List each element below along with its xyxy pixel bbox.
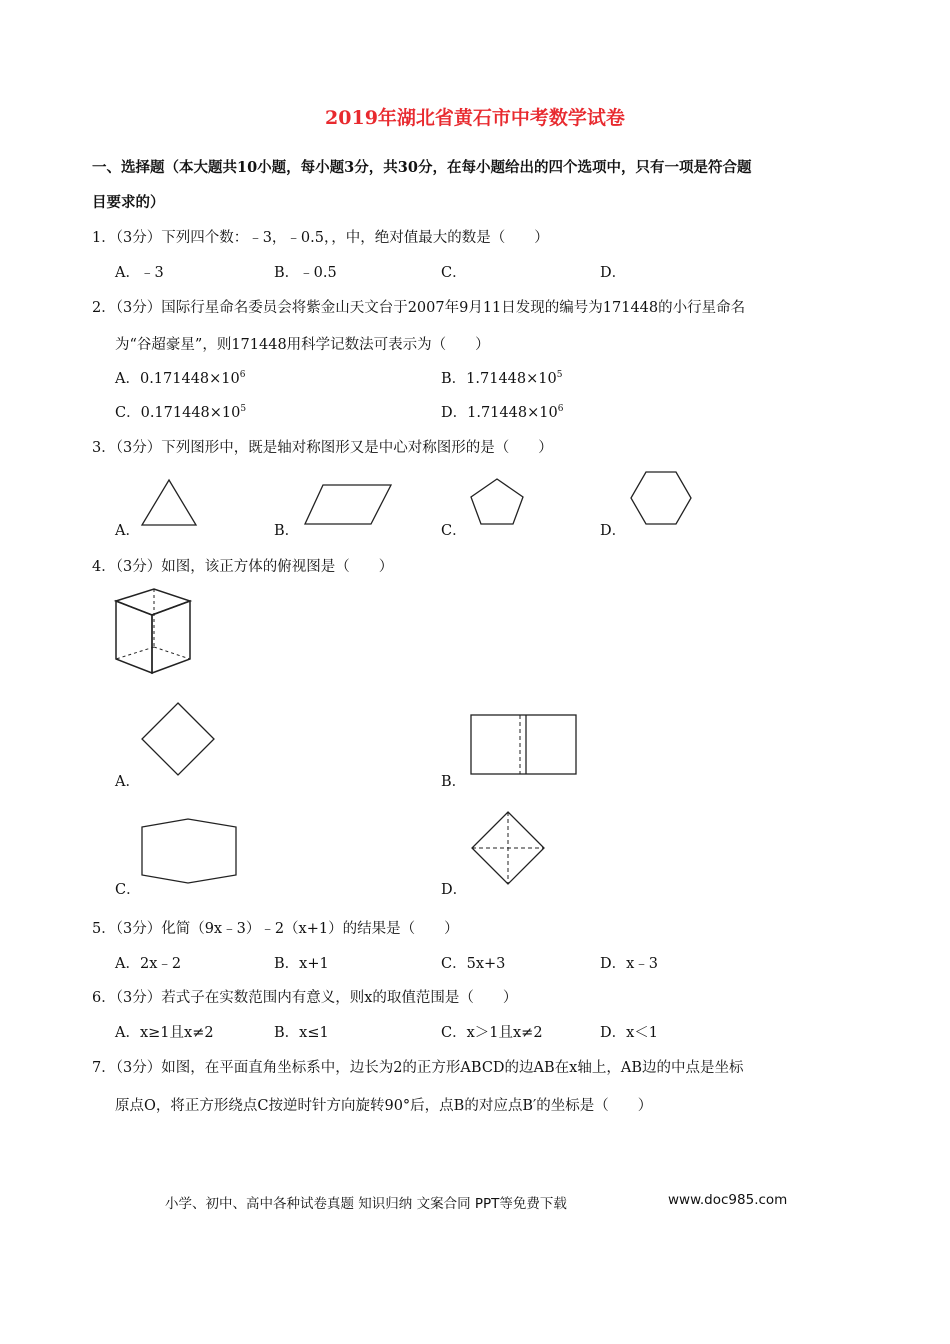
question-4-option-d: D． [441,882,468,898]
question-4-option-a: A． [115,774,140,790]
question-5-option-d: D．x﹣3 [600,956,659,972]
option-b-rectangle-figure [470,714,578,776]
page-title: 2019年湖北省黄石市中考数学试卷 [325,107,625,129]
question-4-option-b: B． [441,774,467,790]
question-3-stem: 3．（3分）下列图形中，既是轴对称图形又是中心对称图形的是（ ） [92,440,553,456]
section-heading-line2: 目要求的） [92,194,165,211]
question-5-option-c: C．5x+3 [441,956,506,972]
footer-url: www.doc985.com [668,1192,788,1208]
pentagon-figure [470,477,526,527]
question-7-stem-line2: 原点O，将正方形绕点C按逆时针方向旋转90°后，点B的对应点B′的坐标是（ ） [115,1098,653,1114]
question-4-stem: 4．（3分）如图，该正方体的俯视图是（ ） [92,559,394,575]
question-1-stem: 1．（3分）下列四个数：﹣3，﹣0.5，，中，绝对值最大的数是（ ） [92,230,549,246]
triangle-figure [140,478,198,528]
question-7-stem-line1: 7．（3分）如图，在平面直角坐标系中，边长为2的正方形ABCD的边AB在x轴上，AB边的中点是坐标 [92,1060,744,1076]
question-1-option-b: B．﹣0.5 [274,265,337,281]
section-heading-line1: 一、选择题（本大题共10小题，每小题3分，共30分，在每小题给出的四个选项中，只有一项是符合题 [92,159,752,176]
question-2-stem-line2: 为“谷超豪星”，则171448用科学记数法可表示为（ ） [115,337,490,353]
question-2-option-b: B．$1.71448\times 10^5$ [441,370,563,387]
question-1-option-c: C． [441,265,467,281]
question-3-option-c: C． [441,523,467,539]
question-2-option-a: A．$0.171448\times 10^6$ [115,370,246,387]
question-5-stem: 5．（3分）化简（9x﹣3）﹣2（x+1）的结果是（ ） [92,921,459,937]
question-3-option-b: B． [274,523,300,539]
option-c-hexagon-figure [140,817,240,887]
question-3-option-a: A． [115,523,140,539]
question-6-option-c: C．x＞1且x≠2 [441,1025,543,1041]
question-1-option-d: D． [600,265,627,281]
question-6-stem: 6．（3分）若式子在实数范围内有意义，则x的取值范围是（ ） [92,990,518,1006]
question-5-option-a: A．2x﹣2 [115,956,182,972]
question-1-option-a: A．﹣3 [115,265,164,281]
parallelogram-figure [303,483,393,527]
question-6-option-d: D．x＜1 [600,1025,659,1041]
footer-text: 小学、初中、高中各种试卷真题 知识归纳 文案合同 PPT等免费下载 [165,1196,567,1212]
question-6-option-b: B．x≤1 [274,1025,329,1041]
question-2-stem-line1: 2．（3分）国际行星命名委员会将紫金山天文台于2007年9月11日发现的编号为171448的小行星命名 [92,300,746,316]
question-2-option-d: D．$1.71448\times 10^6$ [441,404,564,421]
question-5-option-b: B．x+1 [274,956,329,972]
question-4-option-c: C． [115,882,141,898]
option-d-diamond-dashed-figure [470,810,546,886]
option-a-diamond-figure [140,701,216,777]
question-6-option-a: A．x≥1且x≠2 [115,1025,214,1041]
cube-figure [112,587,194,675]
hexagon-figure [630,470,694,528]
question-3-option-d: D． [600,523,627,539]
question-2-option-c: C．$0.171448\times 10^5$ [115,404,247,421]
